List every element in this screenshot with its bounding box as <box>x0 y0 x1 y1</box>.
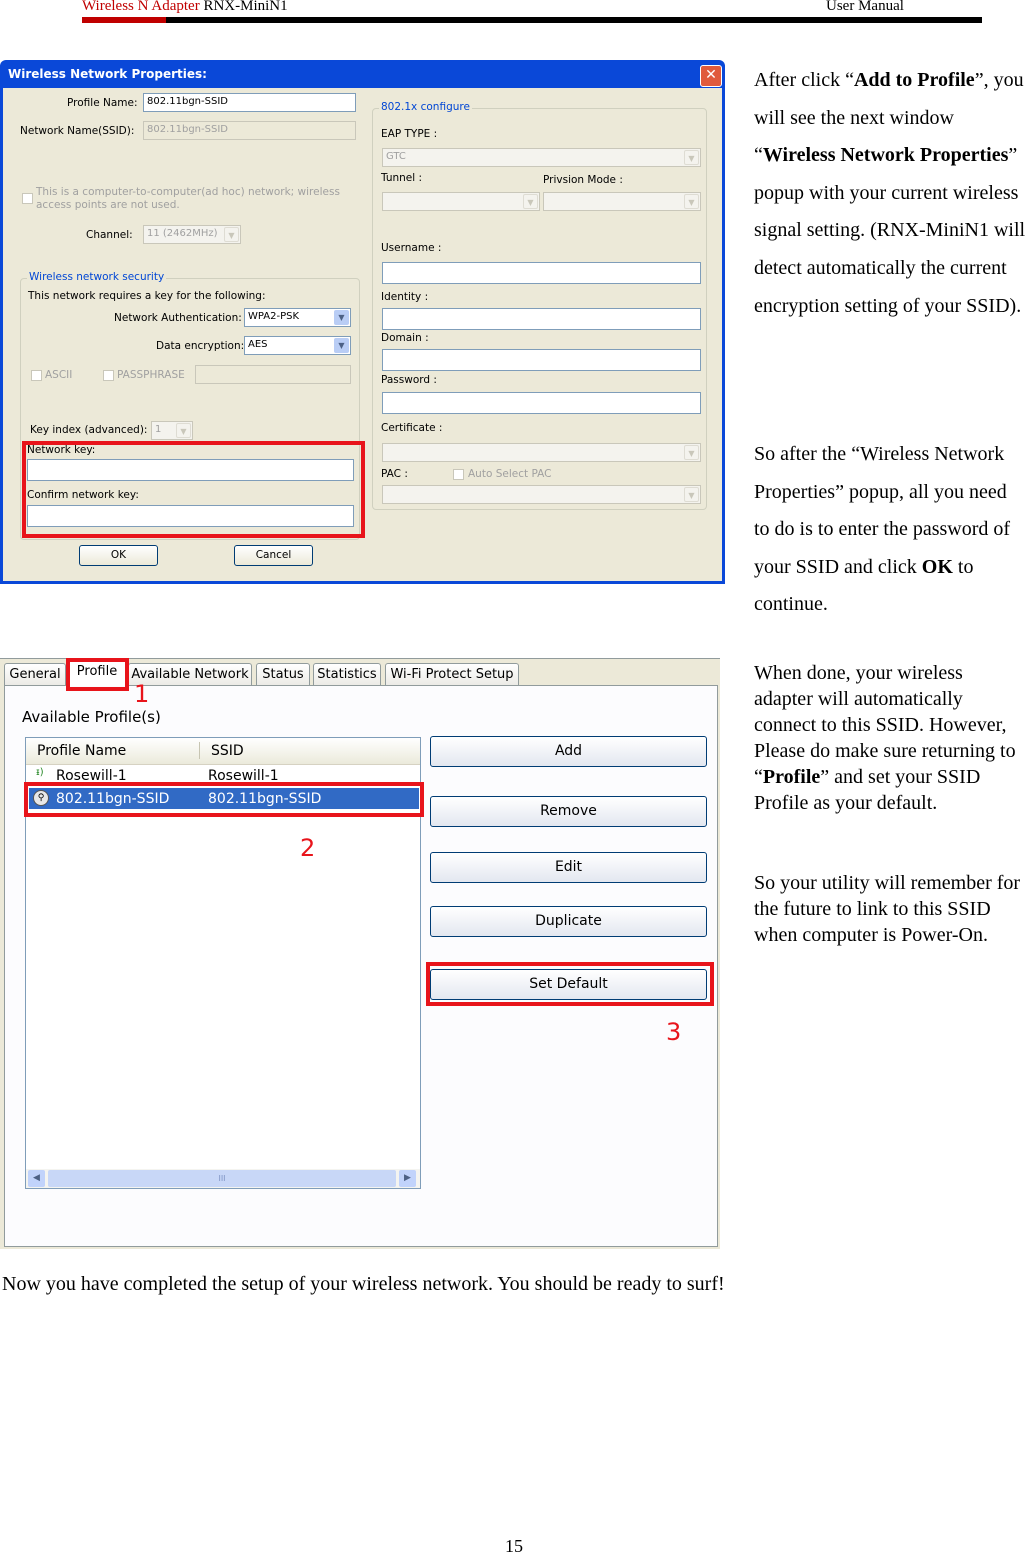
highlight-key-fields <box>22 441 365 538</box>
ascii-checkbox[interactable] <box>31 370 42 381</box>
header-model: RNX-MiniN1 <box>199 0 288 14</box>
channel-label: Channel: <box>86 229 133 241</box>
step-number-1: 1 <box>134 680 150 708</box>
column-divider <box>199 742 200 759</box>
adhoc-checkbox[interactable] <box>22 193 33 204</box>
step-number-2: 2 <box>300 834 316 862</box>
pac-label: PAC : <box>381 468 408 480</box>
p1-text-a: After click “ <box>754 69 854 91</box>
channel-value: 11 (2462MHz) <box>147 228 218 239</box>
auth-select[interactable] <box>244 308 351 327</box>
instruction-paragraph-1 <box>754 62 1026 325</box>
p2-text-c: to continue. <box>754 555 974 616</box>
auto-pac-checkbox[interactable] <box>453 469 464 480</box>
edit-button[interactable]: Edit <box>430 852 707 883</box>
network-name-label: Network Name(SSID): <box>20 125 135 137</box>
page-number: 15 <box>505 1536 523 1556</box>
header-product-name: Wireless N Adapter <box>82 0 200 14</box>
instruction-paragraph-4: So your utility will remember for the future to link to this SSID when computer is Power-On. <box>754 872 1021 946</box>
identity-input[interactable] <box>382 308 701 330</box>
highlight-set-default <box>426 962 714 1006</box>
security-intro: This network requires a key for the following: <box>28 290 266 302</box>
key-index-select[interactable] <box>151 421 193 440</box>
provision-mode-select[interactable] <box>543 192 701 211</box>
p1-text-c: ”, you will see the next window “ <box>754 69 1024 167</box>
encryption-select[interactable] <box>244 336 351 355</box>
p3-text-a: When done, your wireless adapter will automatically connect to this SSID. However, Please do make sure returning to “ <box>754 662 1016 788</box>
p2-text-a: So after the “Wireless Network Properties” popup, all you need to do is to enter the password of your SSID and click <box>754 443 1011 578</box>
network-name-input[interactable]: 802.11bgn-SSID <box>143 121 356 140</box>
tab-available-network[interactable]: Available Network <box>128 663 252 685</box>
header-doc-type: User Manual <box>826 0 904 14</box>
auth-value: WPA2-PSK <box>248 311 300 322</box>
eap-type-label: EAP TYPE : <box>381 128 438 140</box>
tab-statistics[interactable]: Statistics <box>313 663 381 685</box>
chevron-down-icon: ▼ <box>684 445 699 460</box>
instruction-paragraph-3 <box>754 660 1026 816</box>
passphrase-checkbox[interactable] <box>103 370 114 381</box>
profile-row-ssid[interactable]: 802.11bgn-SSID <box>208 791 322 807</box>
close-icon[interactable]: ✕ <box>700 65 722 87</box>
chevron-down-icon: ▼ <box>684 487 699 502</box>
p1-emphasis-wireless-network-properties: Wireless Network Properties <box>762 144 1009 167</box>
tab-profile[interactable]: Profile <box>67 659 127 686</box>
provision-mode-label: Privsion Mode : <box>543 174 623 186</box>
chevron-down-icon: ▼ <box>334 310 349 325</box>
header-product <box>82 0 288 15</box>
profile-name-label: Profile Name: <box>67 97 138 109</box>
username-label: Username : <box>381 242 442 254</box>
column-header-profile[interactable]: Profile Name <box>37 743 127 759</box>
scroll-thumb[interactable]: III <box>48 1170 396 1187</box>
chevron-down-icon: ▼ <box>224 227 239 242</box>
highlight-selected-profile <box>24 782 424 817</box>
chevron-down-icon: ▼ <box>684 150 699 165</box>
key-index-label: Key index (advanced): <box>30 424 148 436</box>
chevron-down-icon: ▼ <box>684 194 699 209</box>
passphrase-label: PASSPHRASE <box>117 369 185 381</box>
header-rule-accent <box>82 17 166 23</box>
column-header-ssid[interactable]: SSID <box>211 743 244 759</box>
auto-pac-label: Auto Select PAC <box>468 468 552 480</box>
scroll-right-icon[interactable]: ▶ <box>399 1170 416 1187</box>
profile-row-name[interactable]: Rosewill-1 <box>56 768 127 784</box>
auth-label: Network Authentication: <box>114 312 242 324</box>
chevron-down-icon: ▼ <box>523 194 538 209</box>
ok-button[interactable]: OK <box>79 545 158 566</box>
add-button[interactable]: Add <box>430 736 707 767</box>
step-number-3: 3 <box>666 1018 682 1046</box>
cancel-button[interactable]: Cancel <box>234 545 313 566</box>
header-rule <box>166 17 982 23</box>
p3-emphasis-profile: Profile <box>762 766 821 788</box>
scroll-left-icon[interactable]: ◀ <box>28 1170 45 1187</box>
password-label: Password : <box>381 374 437 386</box>
tab-general[interactable]: General <box>4 663 66 685</box>
certificate-label: Certificate : <box>381 422 443 434</box>
available-profiles-label: Available Profile(s) <box>22 708 161 726</box>
wireless-properties-dialog <box>0 60 725 584</box>
eap-type-value: GTC <box>386 151 406 162</box>
x8021-group-title: 802.1x configure <box>381 101 470 113</box>
tab-status[interactable]: Status <box>256 663 310 685</box>
tunnel-label: Tunnel : <box>381 172 423 184</box>
completion-sentence: Now you have completed the setup of your wireless network. You should be ready to surf! <box>2 1273 725 1295</box>
connected-profile-icon: ⚲ <box>33 790 49 806</box>
wifi-signal-icon: ᵻ) <box>36 767 44 778</box>
p2-emphasis-ok: OK <box>921 555 953 578</box>
set-default-button[interactable]: Set Default <box>430 969 707 1000</box>
network-key-label: Network key: <box>27 444 96 456</box>
identity-label: Identity : <box>381 291 429 303</box>
profile-row-name[interactable]: 802.11bgn-SSID <box>56 791 170 807</box>
instruction-paragraph-2 <box>754 436 1026 624</box>
pac-select[interactable] <box>382 485 701 504</box>
ascii-label: ASCII <box>45 369 73 381</box>
eap-type-select[interactable] <box>382 148 701 167</box>
p1-text-e: ” popup with your current wireless signal setting. (RNX-MiniN1 will detect automatically the current encryption setting of your SSID). <box>754 144 1026 317</box>
username-input[interactable] <box>382 262 701 284</box>
certificate-select[interactable] <box>382 443 701 462</box>
password-input[interactable] <box>382 392 701 414</box>
passphrase-input[interactable] <box>195 365 351 384</box>
domain-label: Domain : <box>381 332 429 344</box>
chevron-down-icon: ▼ <box>176 423 191 438</box>
highlight-profile-tab <box>66 658 129 691</box>
domain-input[interactable] <box>382 349 701 371</box>
profile-name-input[interactable]: 802.11bgn-SSID <box>143 93 356 112</box>
dialog-title: Wireless Network Properties: <box>8 67 207 81</box>
adhoc-label: This is a computer-to-computer(ad hoc) network; wireless access points are not used. <box>36 186 340 211</box>
confirm-key-label: Confirm network key: <box>27 489 139 501</box>
chevron-down-icon: ▼ <box>334 338 349 353</box>
encryption-value: AES <box>248 339 268 350</box>
duplicate-button[interactable]: Duplicate <box>430 906 707 937</box>
tab-wps[interactable]: Wi-Fi Protect Setup <box>385 663 519 685</box>
dialog-body <box>3 88 722 581</box>
security-group-title: Wireless network security <box>29 271 165 283</box>
key-index-value: 1 <box>155 424 162 435</box>
p1-emphasis-add-to-profile: Add to Profile <box>853 69 975 91</box>
p3-text-c: ” and set your SSID Profile as your default. <box>754 766 981 814</box>
channel-select[interactable] <box>143 225 241 244</box>
remove-button[interactable]: Remove <box>430 796 707 827</box>
encryption-label: Data encryption: <box>156 340 245 352</box>
profile-row-ssid[interactable]: Rosewill-1 <box>208 768 279 784</box>
tunnel-select[interactable] <box>382 192 540 211</box>
